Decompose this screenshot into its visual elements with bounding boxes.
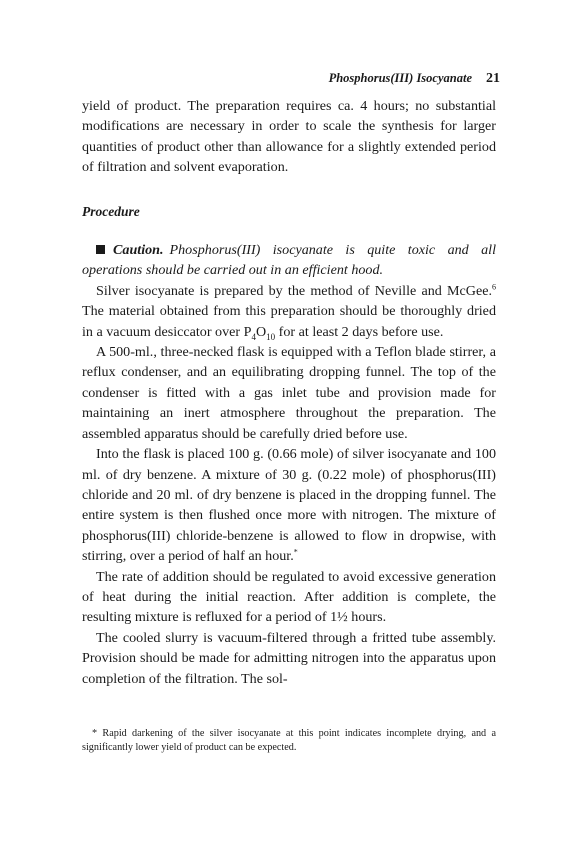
footnote-mark: * <box>293 547 298 557</box>
page-number: 21 <box>486 71 500 86</box>
intro-paragraph: yield of product. The preparation requires ca. 4 hours; no substantial modifications are necessary in order to scale the synthesis for larger quantities of product other than allowance for a slightly extended period of filtration and solvent evaporation. <box>82 98 496 176</box>
caution-square-icon <box>96 245 105 254</box>
running-title: Phosphorus(III) Isocyanate <box>328 71 472 85</box>
rate-paragraph: The rate of addition should be regulated to avoid excessive generation of heat during the initial reaction. After addition is complete, the resulting mixture is refluxed for a period of 1½ hours. <box>82 568 496 626</box>
caution-label: Caution. <box>113 242 164 259</box>
flask-paragraph: A 500-ml., three-necked flask is equipped with a Teflon blade stirrer, a reflux condenser, and an equilibrating dropping funnel. The top of the condenser is fitted with a gas inlet tube and provision made for maintaining an inert atmosphere throughout the preparation. The assembled apparatus should be carefully dried before use. <box>82 344 496 442</box>
into-flask-text: Into the flask is placed 100 g. (0.66 mole) of silver isocyanate and 100 ml. of dry benzene. A mixture of 30 g. (0.22 mole) of phosphorus(III) chloride and 20 ml. of dry benzene is placed in the dropping funnel. The entire system is then flushed once more with nitrogen. The mixture of phosphorus(III) chloride-benzene is allowed to flow in dropwise, with stirring, over a period of half an hour. <box>82 446 496 565</box>
silver-isocyanate-paragraph <box>82 281 496 342</box>
cooled-slurry-paragraph: The cooled slurry is vacuum-filtered through a fritted tube assembly. Provision should be made for admitting nitrogen into the apparatus upon completion of the filtration. The sol- <box>82 629 496 687</box>
reference-number: 6 <box>492 282 496 292</box>
section-heading: Procedure <box>82 203 140 219</box>
formula-subscript-4: 4 <box>251 331 256 342</box>
caution-paragraph <box>82 240 496 281</box>
page-body <box>82 96 496 689</box>
silver-text-end: for at least 2 days before use. <box>275 323 444 340</box>
running-head <box>329 71 500 87</box>
formula-oxygen: O <box>255 323 267 340</box>
into-flask-paragraph <box>82 444 496 566</box>
footnote: * Rapid darkening of the silver isocyanate at this point indicates incomplete drying, and a significantly lower yield of product can be expected. <box>82 728 496 753</box>
formula-subscript-10: 10 <box>266 331 276 342</box>
silver-text-middle: The material obtained from this preparation should be thoroughly dried in a vacuum desiccator over P <box>82 303 496 340</box>
caution-text: Phosphorus(III) isocyanate is quite toxic and all operations should be carried out in an efficient hood. <box>82 242 496 279</box>
silver-text-start: Silver isocyanate is prepared by the method of Neville and McGee. <box>96 282 492 299</box>
